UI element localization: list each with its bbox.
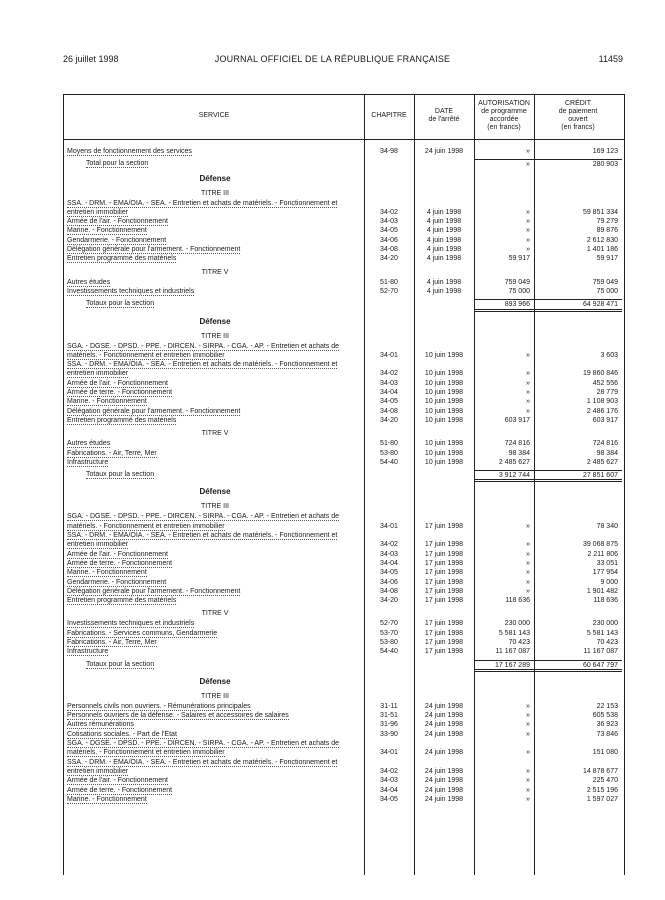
chapitre-cell: 34-05 bbox=[380, 569, 398, 577]
table-row bbox=[64, 388, 624, 397]
credit-cell: 64 928 471 bbox=[534, 299, 622, 309]
credit-cell: 11 167 087 bbox=[583, 648, 618, 656]
credit-cell: 1 597 027 bbox=[586, 795, 618, 803]
chapitre-cell: 51-80 bbox=[380, 440, 398, 448]
date-cell: 10 juin 1998 bbox=[424, 351, 464, 359]
service-cell: Entretien programmé des matériels bbox=[67, 255, 177, 263]
section-heading bbox=[64, 485, 624, 498]
total-row bbox=[64, 299, 624, 308]
chapitre-cell: 34-08 bbox=[380, 587, 398, 595]
service-cell: Moyens de fonctionnement des services bbox=[67, 148, 192, 155]
date-cell: 17 juin 1998 bbox=[424, 638, 464, 646]
title-heading bbox=[64, 428, 624, 439]
autorisation-cell: 5 581 143 bbox=[498, 629, 530, 637]
chapitre-cell: 52-70 bbox=[380, 620, 398, 628]
date-cell: 17 juin 1998 bbox=[424, 559, 464, 567]
table-body bbox=[64, 147, 624, 804]
date-cell: 17 juin 1998 bbox=[424, 648, 464, 656]
journal-title: JOURNAL OFFICIEL DE LA RÉPUBLIQUE FRANÇAISE bbox=[214, 54, 451, 64]
chapitre-cell: 34-03 bbox=[380, 777, 398, 785]
chapitre-cell: 34-98 bbox=[380, 148, 398, 155]
service-cell: Fabrications. - Air, Terre, Mer bbox=[67, 638, 157, 646]
date-cell: 17 juin 1998 bbox=[424, 541, 464, 549]
page-number: 11459 bbox=[598, 54, 623, 64]
autorisation-cell: 98 384 bbox=[508, 449, 530, 457]
table-row bbox=[64, 199, 624, 218]
autorisation-cell: » bbox=[474, 159, 534, 169]
autorisation-cell: 603 917 bbox=[504, 416, 530, 424]
service-cell: Investissements techniques et industriels bbox=[67, 287, 195, 295]
credit-cell: 2 211 806 bbox=[587, 550, 618, 558]
autorisation-cell: » bbox=[526, 786, 530, 794]
autorisation-cell: » bbox=[526, 559, 530, 567]
date-cell: 17 juin 1998 bbox=[424, 629, 464, 637]
service-cell: Délégation générale pour l'armement. - Fonctionnement bbox=[67, 587, 241, 595]
service-cell: Autres rémunérations bbox=[67, 721, 134, 729]
chapitre-cell: 34-20 bbox=[380, 416, 398, 424]
table-row bbox=[64, 559, 624, 568]
table-row bbox=[64, 458, 624, 467]
service-cell: Totaux pour la section bbox=[86, 300, 155, 308]
table-row bbox=[64, 629, 624, 638]
service-cell: Totaux pour la section bbox=[86, 471, 155, 479]
date-cell: 17 juin 1998 bbox=[424, 522, 464, 530]
total-row bbox=[64, 660, 624, 669]
service-cell: Entretien programmé des matériels bbox=[67, 597, 177, 605]
table-row bbox=[64, 647, 624, 656]
credit-cell: 5 581 143 bbox=[586, 629, 618, 637]
chapitre-cell: 34-02 bbox=[380, 541, 398, 549]
credit-cell: 75 000 bbox=[596, 287, 618, 295]
autorisation-cell: 75 000 bbox=[508, 287, 530, 295]
table-row bbox=[64, 512, 624, 531]
table-header bbox=[64, 95, 624, 140]
autorisation-cell: » bbox=[526, 148, 530, 155]
title-heading bbox=[64, 691, 624, 702]
chapitre-cell: 34-03 bbox=[380, 218, 398, 226]
chapitre-cell: 34-01 bbox=[380, 351, 398, 359]
table-row bbox=[64, 795, 624, 804]
title-heading bbox=[64, 188, 624, 199]
credit-cell: 2 515 196 bbox=[586, 786, 618, 794]
autorisation-cell: » bbox=[526, 208, 530, 216]
service-cell: Autres études bbox=[67, 278, 111, 286]
credit-cell: 22 153 bbox=[596, 702, 618, 710]
chapitre-cell: 34-04 bbox=[380, 786, 398, 794]
autorisation-cell: 11 167 087 bbox=[495, 648, 530, 656]
chapitre-cell: 34-03 bbox=[380, 379, 398, 387]
autorisation-cell: » bbox=[526, 236, 530, 244]
table-row bbox=[64, 236, 624, 245]
chapitre-cell: 34-08 bbox=[380, 407, 398, 415]
table-row bbox=[64, 449, 624, 458]
credit-cell: 28 779 bbox=[596, 389, 618, 397]
table-row bbox=[64, 278, 624, 287]
date-cell: 4 juin 1998 bbox=[426, 227, 462, 235]
service-cell: Fabrications. - Services communs, Gendarmerie bbox=[67, 629, 218, 637]
date-cell: 4 juin 1998 bbox=[426, 218, 462, 226]
table-row bbox=[64, 758, 624, 777]
credit-cell: 225 470 bbox=[592, 777, 618, 785]
table-row bbox=[64, 578, 624, 587]
table-row bbox=[64, 702, 624, 711]
service-cell: Armée de l'air. - Fonctionnement bbox=[67, 379, 168, 387]
autorisation-cell: » bbox=[526, 370, 530, 378]
credit-cell: 724 816 bbox=[592, 440, 618, 448]
credit-cell: 70 423 bbox=[596, 638, 618, 646]
table-row bbox=[64, 550, 624, 559]
date-cell: 4 juin 1998 bbox=[426, 278, 462, 286]
service-cell: Délégation générale pour l'armement. - Fonctionnement bbox=[67, 246, 241, 254]
credit-cell: 98 384 bbox=[596, 449, 618, 457]
service-cell: Armée de l'air. - Fonctionnement bbox=[67, 550, 168, 558]
table-row bbox=[64, 342, 624, 361]
service-cell: Armée de l'air. - Fonctionnement bbox=[67, 777, 168, 785]
service-cell: Gendarmerie. - Fonctionnement bbox=[67, 236, 167, 244]
credit-cell: 60 647 797 bbox=[534, 660, 622, 670]
service-cell: Marine. - Fonctionnement bbox=[67, 398, 147, 406]
credit-cell: 3 603 bbox=[600, 351, 618, 359]
date-cell: 10 juin 1998 bbox=[424, 458, 464, 466]
service-cell: Total pour la section bbox=[86, 160, 149, 168]
date-cell: 24 juin 1998 bbox=[424, 712, 464, 720]
autorisation-cell: » bbox=[526, 407, 530, 415]
credit-cell: 2 612 830 bbox=[586, 236, 618, 244]
total-row bbox=[64, 470, 624, 479]
service-cell: Cotisations sociales. - Part de l'État bbox=[67, 730, 177, 738]
credit-cell: 230 000 bbox=[592, 620, 618, 628]
credit-cell: 39 068 875 bbox=[582, 541, 618, 549]
date-cell: 17 juin 1998 bbox=[424, 569, 464, 577]
chapitre-cell: 34-01 bbox=[380, 522, 398, 530]
date-cell: 24 juin 1998 bbox=[424, 702, 464, 710]
table-row bbox=[64, 596, 624, 605]
date-cell: 4 juin 1998 bbox=[426, 236, 462, 244]
autorisation-cell: » bbox=[526, 721, 530, 729]
service-cell: Marine. - Fonctionnement bbox=[67, 795, 147, 803]
date-cell: 24 juin 1998 bbox=[424, 148, 464, 155]
date-cell: 24 juin 1998 bbox=[424, 777, 464, 785]
chapitre-cell: 34-04 bbox=[380, 559, 398, 567]
service-cell: Infrastructure bbox=[67, 458, 109, 466]
autorisation-cell: 893 966 bbox=[474, 299, 534, 309]
date-cell: 4 juin 1998 bbox=[426, 246, 462, 254]
title-heading bbox=[64, 331, 624, 342]
table-row bbox=[64, 531, 624, 550]
header-credit: CRÉDIT de paiement ouvert (en francs) bbox=[558, 100, 598, 131]
autorisation-cell: 724 816 bbox=[504, 440, 530, 448]
credit-cell: 2 486 176 bbox=[586, 407, 618, 415]
double-rule bbox=[64, 309, 624, 312]
credit-cell: 1 108 903 bbox=[586, 398, 618, 406]
autorisation-cell: » bbox=[526, 767, 530, 775]
credit-cell: 2 485 627 bbox=[586, 458, 618, 466]
section-title: Défense bbox=[199, 316, 231, 326]
autorisation-cell: » bbox=[526, 379, 530, 387]
credit-cell: 1 901 482 bbox=[586, 587, 618, 595]
table-row bbox=[64, 711, 624, 720]
service-cell: Armée de terre. - Fonctionnement bbox=[67, 786, 173, 794]
credit-cell: 19 860 846 bbox=[582, 370, 618, 378]
credit-cell: 280 903 bbox=[534, 159, 622, 169]
date-cell: 10 juin 1998 bbox=[424, 407, 464, 415]
autorisation-cell: » bbox=[526, 541, 530, 549]
chapitre-cell: 34-08 bbox=[380, 246, 398, 254]
date-cell: 10 juin 1998 bbox=[424, 398, 464, 406]
table-row bbox=[64, 379, 624, 388]
autorisation-cell: 17 167 289 bbox=[474, 660, 534, 670]
chapitre-cell: 51-80 bbox=[380, 278, 398, 286]
date-cell: 4 juin 1998 bbox=[426, 287, 462, 295]
service-cell: Entretien programmé des matériels bbox=[67, 416, 177, 424]
autorisation-cell: » bbox=[526, 550, 530, 558]
double-rule bbox=[64, 669, 624, 672]
autorisation-cell: » bbox=[526, 749, 530, 757]
autorisation-cell: » bbox=[526, 702, 530, 710]
section-heading bbox=[64, 172, 624, 185]
autorisation-cell: » bbox=[526, 522, 530, 530]
autorisation-cell: 2 485 627 bbox=[498, 458, 530, 466]
autorisation-cell: 759 049 bbox=[504, 278, 530, 286]
table-row bbox=[64, 147, 624, 156]
chapitre-cell: 54-40 bbox=[380, 458, 398, 466]
autorisation-cell: » bbox=[526, 398, 530, 406]
credit-cell: 89 876 bbox=[596, 227, 618, 235]
autorisation-cell: 118 636 bbox=[505, 597, 530, 605]
autorisation-cell: » bbox=[526, 227, 530, 235]
table-row bbox=[64, 739, 624, 758]
chapitre-cell: 34-04 bbox=[380, 389, 398, 397]
service-cell: SGA. - DGSE. - DPSD. - PPE. - DIRCEN. - SIRPA. - CGA. - AP. - Entretien et achats de matériels. - Fonctionnement et entretien immobilier bbox=[67, 513, 340, 530]
credit-cell: 79 279 bbox=[596, 218, 618, 226]
chapitre-cell: 34-05 bbox=[380, 227, 398, 235]
table-row bbox=[64, 720, 624, 729]
double-rule-line bbox=[474, 479, 622, 482]
autorisation-cell: 3 912 744 bbox=[474, 470, 534, 480]
chapitre-cell: 53-80 bbox=[380, 638, 398, 646]
table-row bbox=[64, 619, 624, 628]
service-cell: Totaux pour la section bbox=[86, 660, 155, 668]
double-rule bbox=[64, 479, 624, 482]
autorisation-cell: » bbox=[526, 712, 530, 720]
table-row bbox=[64, 786, 624, 795]
section-heading bbox=[64, 675, 624, 688]
service-cell: SSA. - DRM. - EMA/OIA. - SEA. - Entretien et achats de matériels. - Fonctionnement et entretien immobilier bbox=[67, 361, 338, 378]
table-row bbox=[64, 407, 624, 416]
credit-cell: 59 917 bbox=[596, 255, 618, 263]
header-date: DATE de l'arrêté bbox=[428, 108, 460, 123]
credit-cell: 73 846 bbox=[596, 730, 618, 738]
titre-label: TITRE V bbox=[201, 268, 229, 276]
credit-cell: 9 000 bbox=[600, 578, 618, 586]
chapitre-cell: 31-51 bbox=[380, 712, 398, 720]
autorisation-cell: » bbox=[526, 587, 530, 595]
autorisation-cell: » bbox=[526, 777, 530, 785]
date-cell: 17 juin 1998 bbox=[424, 597, 464, 605]
service-cell: Armée de terre. - Fonctionnement bbox=[67, 559, 173, 567]
service-cell: Marine. - Fonctionnement bbox=[67, 227, 147, 235]
autorisation-cell: » bbox=[526, 730, 530, 738]
chapitre-cell: 34-02 bbox=[380, 370, 398, 378]
credit-cell: 452 556 bbox=[592, 379, 618, 387]
service-cell: SSA. - DRM. - EMA/OIA. - SEA. - Entretien et achats de matériels. - Fonctionnement et entretien immobilier bbox=[67, 532, 338, 549]
autorisation-cell: » bbox=[526, 389, 530, 397]
autorisation-cell: » bbox=[526, 246, 530, 254]
service-cell: Armée de l'air. - Fonctionnement bbox=[67, 218, 168, 226]
credit-cell: 78 340 bbox=[596, 522, 618, 530]
date-cell: 24 juin 1998 bbox=[424, 730, 464, 738]
date-cell: 24 juin 1998 bbox=[424, 786, 464, 794]
table-row bbox=[64, 245, 624, 254]
date-cell: 17 juin 1998 bbox=[424, 587, 464, 595]
service-cell: SSA. - DRM. - EMA/OIA. - SEA. - Entretien et achats de matériels. - Fonctionnement et entretien immobilier bbox=[67, 199, 338, 216]
service-cell: Délégation générale pour l'armement. - Fonctionnement bbox=[67, 407, 241, 415]
issue-date: 26 juillet 1998 bbox=[63, 54, 119, 64]
credit-cell: 59 851 334 bbox=[582, 208, 618, 216]
chapitre-cell: 52-70 bbox=[380, 287, 398, 295]
title-heading bbox=[64, 267, 624, 278]
table-row bbox=[64, 568, 624, 577]
service-cell: Investissements techniques et industriels bbox=[67, 620, 195, 628]
table-row bbox=[64, 776, 624, 785]
section-title: Défense bbox=[199, 173, 231, 183]
service-cell: Armée de terre. - Fonctionnement bbox=[67, 389, 173, 397]
chapitre-cell: 53-80 bbox=[380, 449, 398, 457]
double-rule-line bbox=[474, 669, 622, 672]
credit-cell: 603 917 bbox=[592, 416, 618, 424]
date-cell: 10 juin 1998 bbox=[424, 440, 464, 448]
table-row bbox=[64, 287, 624, 296]
table-row bbox=[64, 397, 624, 406]
table-row bbox=[64, 439, 624, 448]
chapitre-cell: 33-90 bbox=[380, 730, 398, 738]
date-cell: 4 juin 1998 bbox=[426, 208, 462, 216]
titre-label: TITRE III bbox=[201, 189, 229, 197]
double-rule-line bbox=[474, 309, 622, 312]
date-cell: 17 juin 1998 bbox=[424, 620, 464, 628]
chapitre-cell: 53-70 bbox=[380, 629, 398, 637]
table-row bbox=[64, 254, 624, 263]
chapitre-cell: 31-11 bbox=[380, 702, 398, 710]
credits-table bbox=[63, 94, 625, 875]
autorisation-cell: » bbox=[526, 351, 530, 359]
date-cell: 10 juin 1998 bbox=[424, 416, 464, 424]
date-cell: 24 juin 1998 bbox=[424, 795, 464, 803]
chapitre-cell: 34-03 bbox=[380, 550, 398, 558]
titre-label: TITRE V bbox=[201, 610, 229, 618]
header-service: SERVICE bbox=[198, 112, 230, 119]
chapitre-cell: 34-06 bbox=[380, 236, 398, 244]
date-cell: 4 juin 1998 bbox=[426, 255, 462, 263]
titre-label: TITRE III bbox=[201, 692, 229, 700]
title-heading bbox=[64, 608, 624, 619]
date-cell: 17 juin 1998 bbox=[424, 578, 464, 586]
total-row bbox=[64, 159, 624, 168]
service-cell: Personnels ouvriers de la défense. - Salaires et accessoires de salaires bbox=[67, 712, 289, 720]
table-row bbox=[64, 730, 624, 739]
table-row bbox=[64, 587, 624, 596]
chapitre-cell: 34-05 bbox=[380, 795, 398, 803]
date-cell: 17 juin 1998 bbox=[424, 550, 464, 558]
title-heading bbox=[64, 501, 624, 512]
service-cell: Infrastructure bbox=[67, 648, 109, 656]
credit-cell: 177 954 bbox=[592, 569, 618, 577]
chapitre-cell: 34-05 bbox=[380, 398, 398, 406]
date-cell: 10 juin 1998 bbox=[424, 379, 464, 387]
date-cell: 10 juin 1998 bbox=[424, 389, 464, 397]
date-cell: 10 juin 1998 bbox=[424, 449, 464, 457]
credit-cell: 759 049 bbox=[592, 278, 618, 286]
table-row bbox=[64, 416, 624, 425]
credit-cell: 118 636 bbox=[593, 597, 618, 605]
chapitre-cell: 34-02 bbox=[380, 767, 398, 775]
section-title: Défense bbox=[199, 676, 231, 686]
service-cell: Marine. - Fonctionnement bbox=[67, 569, 147, 577]
date-cell: 24 juin 1998 bbox=[424, 721, 464, 729]
header-chapitre: CHAPITRE bbox=[371, 112, 407, 119]
credit-cell: 36 923 bbox=[596, 721, 618, 729]
chapitre-cell: 54-40 bbox=[380, 648, 398, 656]
credit-cell: 1 401 186 bbox=[586, 246, 618, 254]
chapitre-cell: 34-02 bbox=[380, 208, 398, 216]
credit-cell: 33 051 bbox=[596, 559, 618, 567]
chapitre-cell: 34-06 bbox=[380, 578, 398, 586]
date-cell: 24 juin 1998 bbox=[424, 767, 464, 775]
credit-cell: 151 080 bbox=[592, 749, 618, 757]
credit-cell: 169 123 bbox=[592, 148, 618, 155]
section-title: Défense bbox=[199, 487, 231, 497]
table-row bbox=[64, 226, 624, 235]
service-cell: Gendarmerie. - Fonctionnement bbox=[67, 578, 167, 586]
service-cell: SGA. - DGSE. - DPSD. - PPE. - DIRCEN. - SIRPA. - CGA. - AP. - Entretien et achats de matériels. - Fonctionnement et entretien immobilier bbox=[67, 342, 340, 359]
chapitre-cell: 34-01 bbox=[380, 749, 398, 757]
credit-cell: 14 878 677 bbox=[582, 767, 618, 775]
autorisation-cell: » bbox=[526, 578, 530, 586]
autorisation-cell: 59 917 bbox=[508, 255, 530, 263]
section-heading bbox=[64, 315, 624, 328]
autorisation-cell: » bbox=[526, 569, 530, 577]
service-cell: SGA. - DGSE. - DPSD. - PPE. - DIRCEN. - SIRPA. - CGA. - AP. - Entretien et achats de matériels. - Fonctionnement et entretien immobilier bbox=[67, 740, 340, 757]
service-cell: Autres études bbox=[67, 440, 111, 448]
autorisation-cell: 230 000 bbox=[504, 620, 530, 628]
table-row bbox=[64, 217, 624, 226]
chapitre-cell: 34-20 bbox=[380, 255, 398, 263]
autorisation-cell: » bbox=[526, 218, 530, 226]
titre-label: TITRE III bbox=[201, 503, 229, 511]
credit-cell: 27 851 607 bbox=[534, 470, 622, 480]
service-cell: Personnels civils non ouvriers. - Rémunérations principales bbox=[67, 702, 251, 710]
titre-label: TITRE V bbox=[201, 430, 229, 438]
autorisation-cell: 70 423 bbox=[508, 638, 530, 646]
chapitre-cell: 31-96 bbox=[380, 721, 398, 729]
service-cell: Fabrications. - Air, Terre, Mer bbox=[67, 449, 157, 457]
date-cell: 24 juin 1998 bbox=[424, 749, 464, 757]
date-cell: 10 juin 1998 bbox=[424, 370, 464, 378]
service-cell: SSA. - DRM. - EMA/OIA. - SEA. - Entretien et achats de matériels. - Fonctionnement et entretien immobilier bbox=[67, 758, 338, 775]
header-autorisation: AUTORISATION de programme accordée (en francs) bbox=[478, 100, 530, 131]
autorisation-cell: » bbox=[526, 795, 530, 803]
credit-cell: 605 538 bbox=[592, 712, 618, 720]
table-row bbox=[64, 638, 624, 647]
table-row bbox=[64, 360, 624, 379]
chapitre-cell: 34-20 bbox=[380, 597, 398, 605]
titre-label: TITRE III bbox=[201, 332, 229, 340]
